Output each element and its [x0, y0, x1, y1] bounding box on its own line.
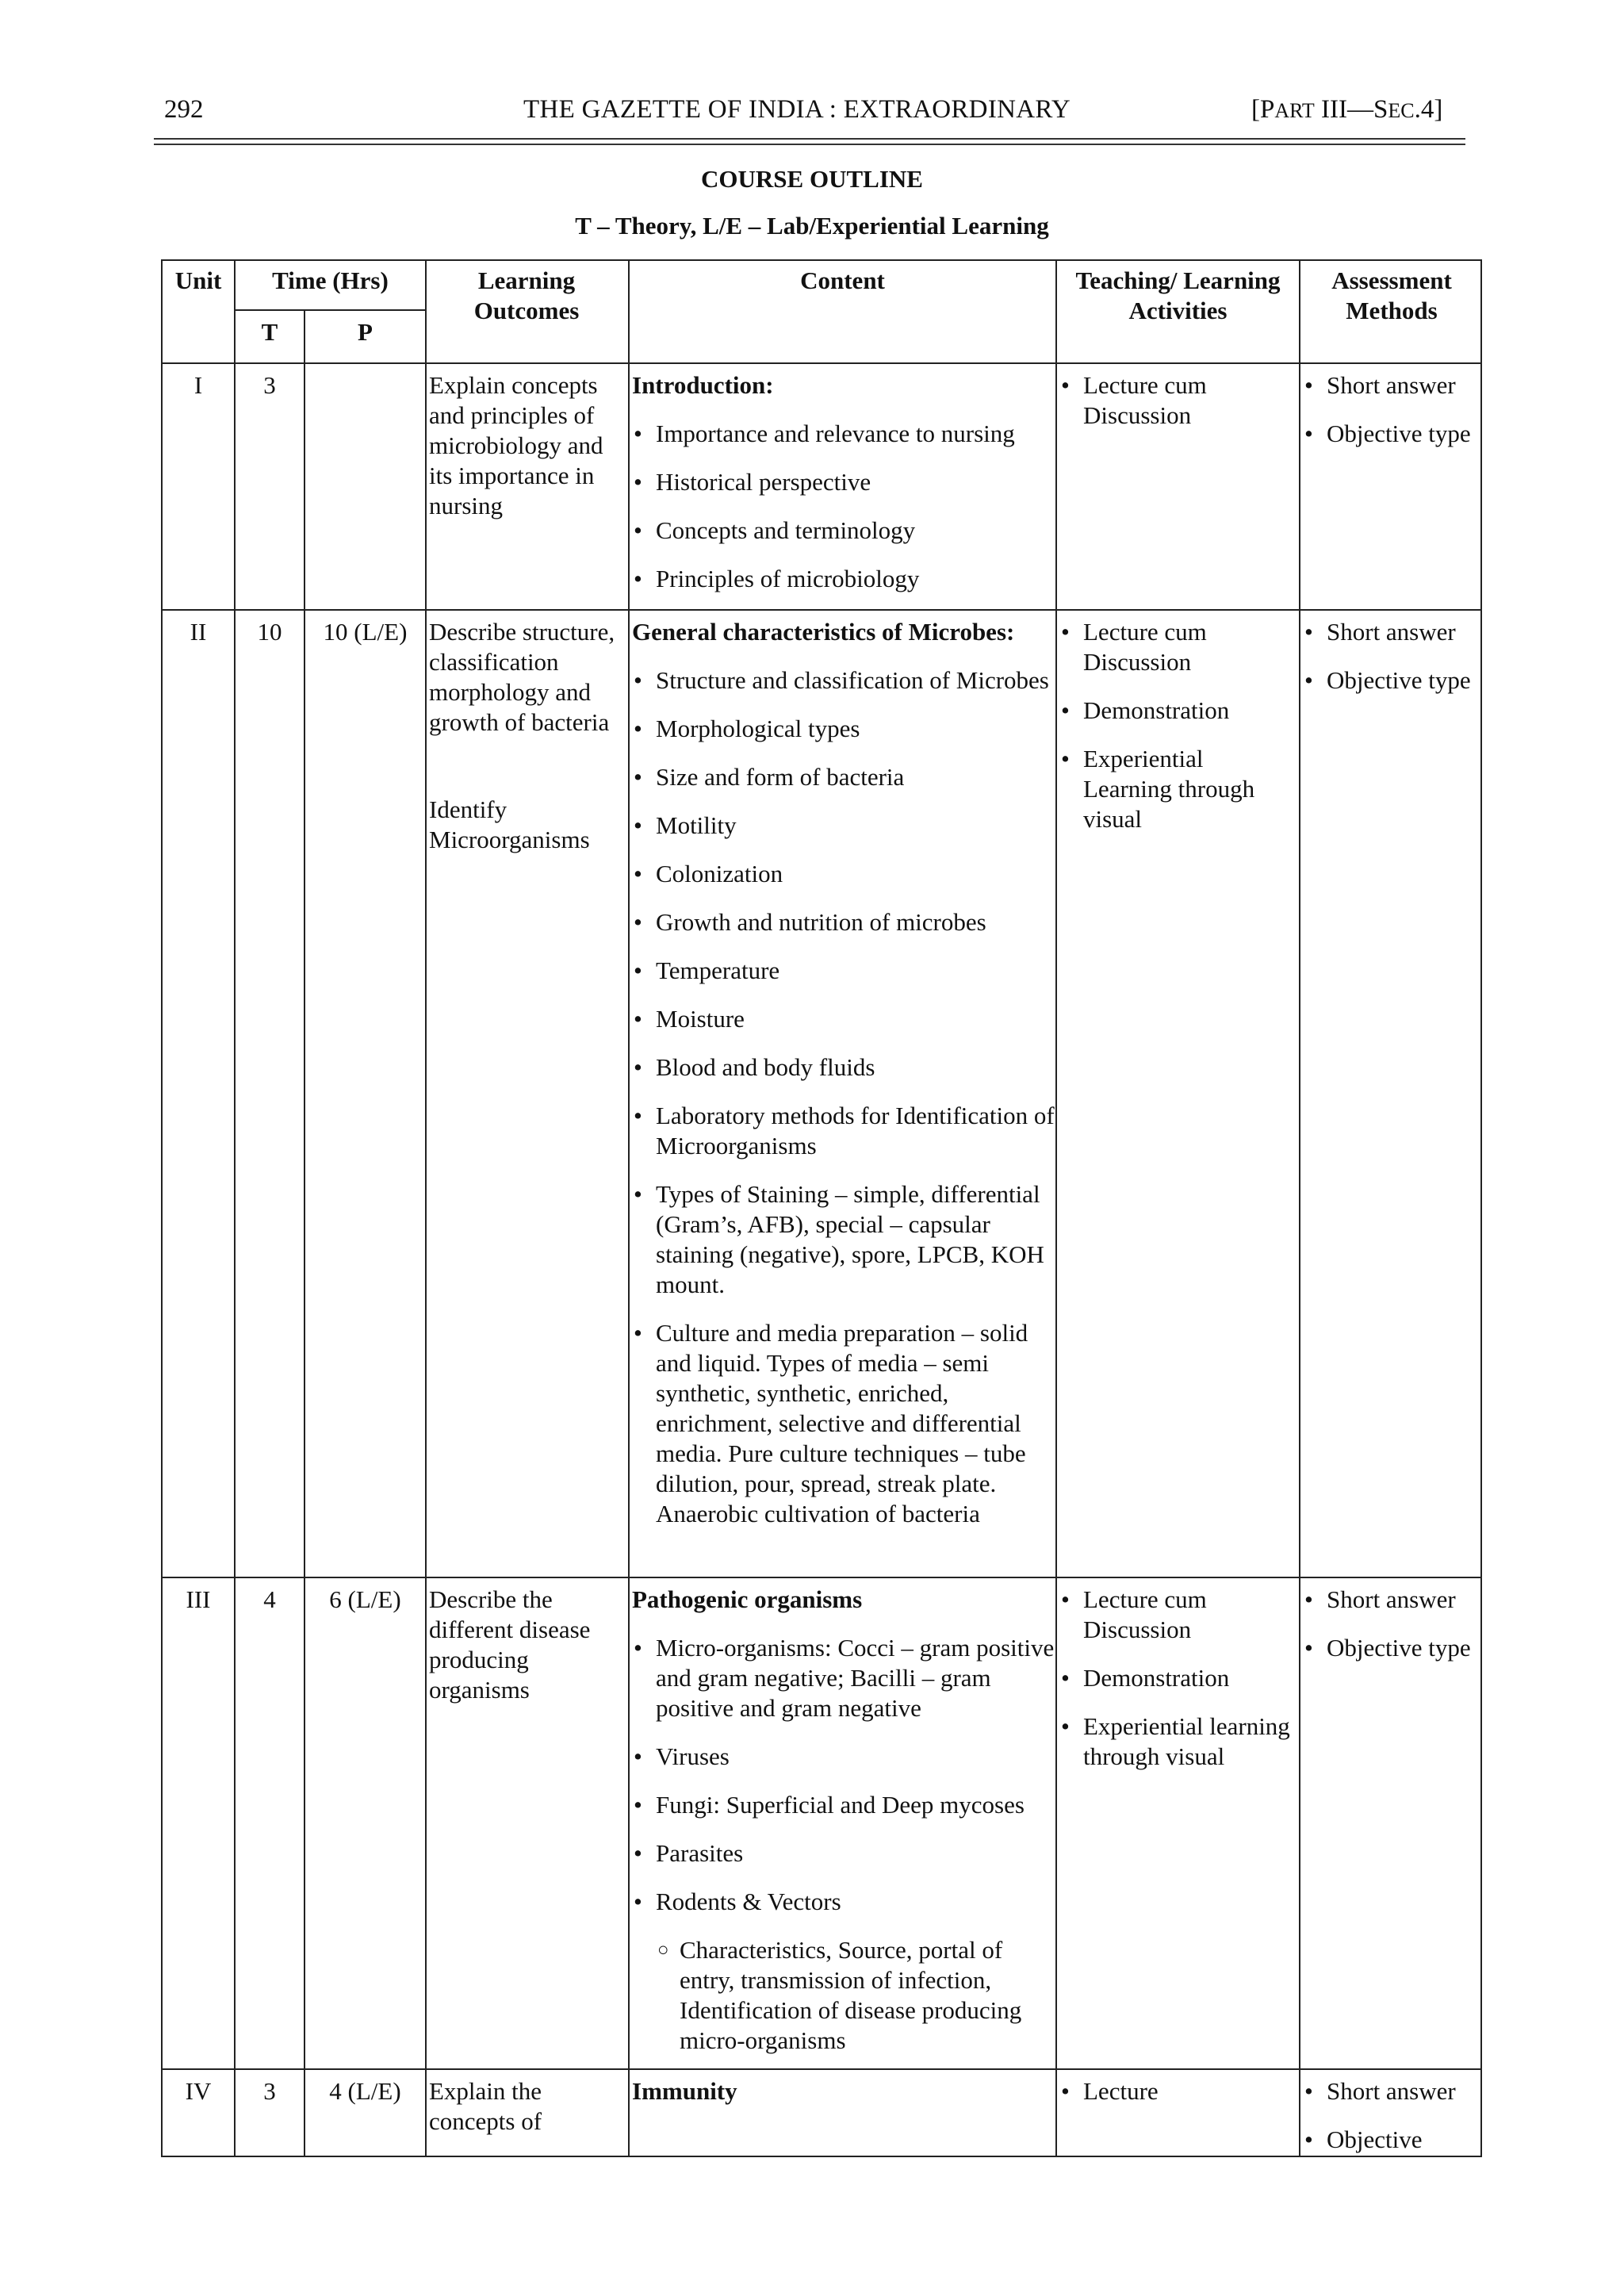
- list-item: • Demonstration: [1059, 696, 1296, 726]
- row-3-unit: III: [186, 1585, 211, 1613]
- row-3-practical-hours: 6 (L/E): [329, 1585, 401, 1613]
- header-learning-outcomes: Learning Outcomes: [473, 266, 580, 324]
- list-item: • Experiential Learning through visual: [1059, 744, 1296, 834]
- list-item: • Growth and nutrition of microbes: [632, 907, 1055, 937]
- list-item: • Lecture cum Discussion: [1059, 1585, 1296, 1645]
- part-prefix: [P: [1251, 95, 1275, 124]
- col-line-content: [1055, 259, 1057, 2157]
- list-item: • Demonstration: [1059, 1663, 1296, 1693]
- row-4-assessment: [1303, 2076, 1479, 2155]
- row-2-activities: [1059, 617, 1296, 834]
- content-heading: Introduction:: [632, 371, 774, 399]
- row-3-theory-hours: 4: [263, 1585, 276, 1613]
- legend-line: T – Theory, L/E – Lab/Experiential Learning: [575, 212, 1049, 240]
- table-border-left: [161, 259, 163, 2157]
- list-item: • Principles of microbiology: [632, 564, 1055, 594]
- part-suffix: .4]: [1414, 95, 1443, 124]
- part-smallcaps-1: ART: [1274, 99, 1315, 122]
- list-item: • Importance and relevance to nursing: [632, 419, 1055, 449]
- header-t: T: [261, 318, 278, 346]
- table-border-bottom: [161, 2156, 1482, 2157]
- list-item: • Structure and classification of Microbes: [632, 665, 1055, 696]
- row-2-content: [632, 617, 1055, 1529]
- list-item: • Culture and media preparation – solid and liquid. Types of media – semi synthetic, synthetic, enriched, enrichment, selective and differential media. Pure culture techniques – tube dilution, pour, spread, streak plate. Anaerobic cultivation of bacteria: [632, 1318, 1055, 1529]
- row-3-assessment: [1303, 1585, 1479, 1663]
- row-1-assessment: [1303, 370, 1479, 449]
- row-2-learning-outcome: [429, 617, 627, 855]
- table-border-right: [1480, 259, 1482, 2157]
- list-item: • Historical perspective: [632, 467, 1055, 497]
- row-line-1: [161, 609, 1482, 611]
- content-list: [632, 665, 1055, 1529]
- content-list: [632, 419, 1055, 594]
- list-item: • Objective type: [1303, 665, 1479, 696]
- col-line-tp: [304, 309, 305, 2157]
- header-unit: Unit: [174, 266, 222, 294]
- header-time: Time (Hrs): [272, 266, 389, 294]
- row-2-practical-hours: 10 (L/E): [323, 618, 408, 646]
- list-item: • Lecture cum Discussion: [1059, 617, 1296, 677]
- row-2-theory-hours: 10: [257, 618, 282, 646]
- col-line-activities: [1299, 259, 1300, 2157]
- list-item: • Experiential learning through visual: [1059, 1711, 1296, 1772]
- list-item: • Short answer: [1303, 1585, 1479, 1615]
- sub-list-item: ○ Characteristics, Source, portal of entry, transmission of infection, Identification of disease producing micro-organisms: [632, 1935, 1055, 2056]
- list-item: • Short answer: [1303, 2076, 1479, 2106]
- list-item: • Micro-organisms: Cocci – gram positive and gram negative; Bacilli – gram positive and gram negative: [632, 1633, 1055, 1723]
- content-heading: Pathogenic organisms: [632, 1585, 863, 1613]
- header-rule-bottom: [154, 144, 1465, 145]
- header-bottom-line: [161, 362, 1482, 364]
- list-item: • Blood and body fluids: [632, 1052, 1055, 1083]
- time-subheader-line: [234, 309, 427, 311]
- list-item: • Laboratory methods for Identification of Microorganisms: [632, 1101, 1055, 1161]
- header-assessment-methods: Assessment Methods: [1331, 266, 1452, 324]
- list-item: • Size and form of bacteria: [632, 762, 1055, 792]
- header-p: P: [358, 318, 373, 346]
- list-item: • Temperature: [632, 956, 1055, 986]
- part-mid: III—S: [1314, 95, 1388, 124]
- list-item: • Objective: [1303, 2125, 1479, 2155]
- row-2-assessment: [1303, 617, 1479, 696]
- outcome-text: Identify Microorganisms: [429, 795, 590, 853]
- row-line-2: [161, 1577, 1482, 1578]
- list-item: • Types of Staining – simple, differential (Gram’s, AFB), special – capsular staining (negative), spore, LPCB, KOH mount.: [632, 1179, 1055, 1300]
- row-3-activities: [1059, 1585, 1296, 1772]
- row-3-learning-outcome: Describe the different disease producing organisms: [429, 1585, 591, 1704]
- header-teaching-activities: Teaching/ Learning Activities: [1075, 266, 1281, 324]
- outcome-text: Describe structure, classification morphology and growth of bacteria: [429, 618, 615, 736]
- list-item: • Objective type: [1303, 1633, 1479, 1663]
- row-1-learning-outcome: Explain concepts and principles of microbiology and its importance in nursing: [429, 371, 603, 519]
- list-item: • Lecture cum Discussion: [1059, 370, 1296, 431]
- list-item: • Colonization: [632, 859, 1055, 889]
- part-section-label: [1251, 95, 1442, 125]
- list-item: • Parasites: [632, 1838, 1055, 1869]
- row-4-unit: IV: [185, 2077, 212, 2105]
- row-line-3: [161, 2068, 1482, 2070]
- list-item: • Motility: [632, 811, 1055, 841]
- list-item: • Objective type: [1303, 419, 1479, 449]
- row-1-unit: I: [193, 371, 203, 399]
- list-item: • Moisture: [632, 1004, 1055, 1034]
- row-3-content: [632, 1585, 1055, 2056]
- page-number: 292: [164, 95, 204, 124]
- row-4-content: [632, 2076, 1055, 2106]
- row-4-theory-hours: 3: [263, 2077, 276, 2105]
- list-item: • Rodents & Vectors: [632, 1887, 1055, 1917]
- row-2-unit: II: [190, 618, 207, 646]
- table-border-top: [161, 259, 1482, 261]
- list-item: • Lecture: [1059, 2076, 1296, 2106]
- course-outline-title: COURSE OUTLINE: [701, 165, 923, 193]
- content-heading: Immunity: [632, 2077, 737, 2105]
- row-1-theory-hours: 3: [263, 371, 276, 399]
- content-heading: General characteristics of Microbes:: [632, 618, 1015, 646]
- list-item: • Viruses: [632, 1742, 1055, 1772]
- row-1-activities: [1059, 370, 1296, 431]
- list-item: • Short answer: [1303, 370, 1479, 401]
- list-item: • Short answer: [1303, 617, 1479, 647]
- content-list: [632, 1633, 1055, 2056]
- col-line-outcomes: [628, 259, 630, 2157]
- part-smallcaps-2: EC: [1388, 99, 1415, 122]
- list-item: • Concepts and terminology: [632, 516, 1055, 546]
- list-item: • Morphological types: [632, 714, 1055, 744]
- list-item: • Fungi: Superficial and Deep mycoses: [632, 1790, 1055, 1820]
- row-1-content: [632, 370, 1055, 594]
- gazette-title: THE GAZETTE OF INDIA : EXTRAORDINARY: [523, 95, 1071, 124]
- header-rule-top: [154, 138, 1465, 140]
- col-line-unit: [234, 259, 236, 2157]
- header-content: Content: [800, 266, 885, 294]
- row-4-practical-hours: 4 (L/E): [329, 2077, 401, 2105]
- col-line-time: [425, 259, 427, 2157]
- row-4-learning-outcome: Explain the concepts of: [429, 2077, 542, 2135]
- row-4-activities: [1059, 2076, 1296, 2106]
